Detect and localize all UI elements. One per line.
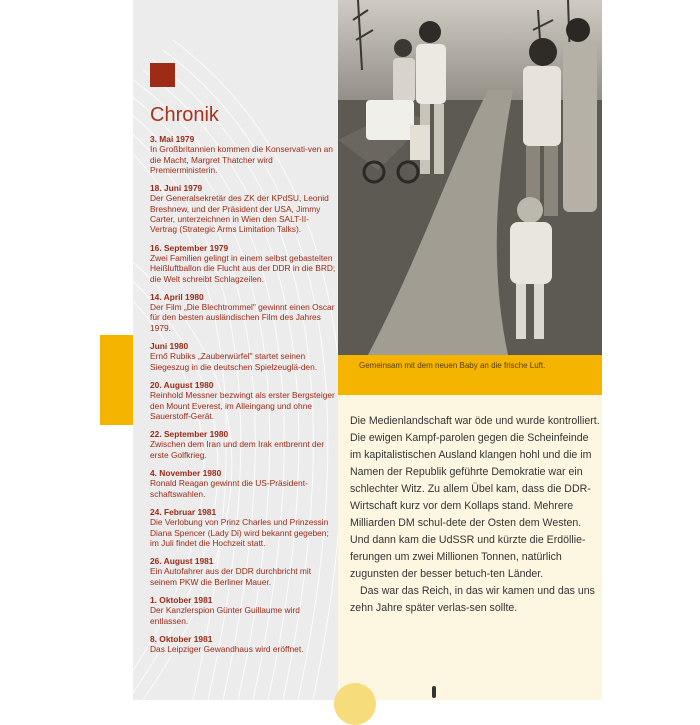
decorative-circle bbox=[334, 683, 376, 725]
event-text: Zwei Familien gelingt in einem selbst gebastelten Heißluftballon die Flucht aus der DDR in die BRD; die Welt schreibt Schlagzeilen. bbox=[150, 252, 336, 284]
event-date: 24. Februar 1981 bbox=[150, 506, 217, 517]
family-photo-illustration bbox=[338, 0, 602, 355]
orange-accent-bar bbox=[100, 335, 133, 425]
event-date: 26. August 1981 bbox=[150, 556, 214, 567]
chronik-event bbox=[150, 507, 336, 548]
event-date: 14. April 1980 bbox=[150, 291, 204, 302]
article-body bbox=[350, 413, 600, 617]
chronik-event-list bbox=[150, 134, 336, 662]
chronik-event bbox=[150, 468, 336, 499]
event-text: Der Kanzlerspion Günter Guillaume wird entlassen. bbox=[150, 605, 300, 626]
event-text: Ein Autofahrer aus der DDR durchbricht mit seinem PKW die Berliner Mauer. bbox=[150, 566, 312, 587]
event-text: Das Leipziger Gewandhaus wird eröffnet. bbox=[150, 644, 304, 655]
event-text: Die Verlobung von Prinz Charles und Prinzessin Diana Spencer (Lady Di) wird bekannt gegeben; im Juli findet die Hochzeit statt. bbox=[150, 517, 329, 548]
chronik-event bbox=[150, 341, 336, 372]
chronik-event bbox=[150, 183, 336, 234]
event-date: Juni 1980 bbox=[150, 341, 189, 352]
event-text: In Großbritannien kommen die Konservati-ven an die Macht, Margret Thatcher wird Premierministerin. bbox=[150, 144, 333, 175]
chronik-event bbox=[150, 634, 336, 655]
event-date: 8. Oktober 1981 bbox=[150, 633, 213, 644]
event-text: Ernő Rubiks „Zauberwürfel" startet seinen Siegeszug in die deutschen Spielzeuglä-den. bbox=[150, 351, 318, 372]
chronik-event bbox=[150, 595, 336, 626]
chronik-event bbox=[150, 134, 336, 175]
chronik-event bbox=[150, 429, 336, 460]
event-date: 22. September 1980 bbox=[150, 429, 229, 440]
chronik-event bbox=[150, 380, 336, 421]
event-date: 16. September 1979 bbox=[150, 242, 229, 253]
family-photo bbox=[338, 0, 602, 355]
event-text: Der Film „Die Blechtrommel" gewinnt einen Oscar für den besten ausländischen Film des Jahres 1979. bbox=[150, 302, 335, 333]
decorative-figure bbox=[432, 686, 436, 698]
event-text: Zwischen dem Iran und dem Irak entbrennt der erste Golfkrieg. bbox=[150, 439, 325, 460]
event-text: Der Generalsekretär des ZK der KPdSU, Leonid Breshnew, und der Präsident der USA, Jimmy Carter, unterzeichnen in Wien den SALT-II-Vertrag (Strategic Arms Limitation Talks). bbox=[150, 193, 329, 235]
photo-caption: Gemeinsam mit dem neuen Baby an die frische Luft. bbox=[359, 361, 546, 370]
article-paragraph: Die Medienlandschaft war öde und wurde kontrolliert. Die ewigen Kampf-parolen gegen die Scheinfeinde im kapitalistischen Ausland klangen hohl und die im Namen der Republik geführte Demokratie war ein schlechter Witz. Zu allem Übel kam, dass die DDR-Wirtschaft kurz vor dem Kollaps stand. Mehrere Milliarden DM schul-dete der Osten dem Westen. Und dann kam die UdSSR und kürzte die Erdöllie-ferungen um zwei Millionen Tonnen, natürlich zugunsten der besser betuch-ten Länder. bbox=[350, 415, 600, 580]
chronik-event bbox=[150, 243, 336, 284]
event-date: 1. Oktober 1981 bbox=[150, 594, 213, 605]
event-text: Ronald Reagan gewinnt die US-Präsident-schaftswahlen. bbox=[150, 478, 308, 499]
event-date: 18. Juni 1979 bbox=[150, 183, 203, 194]
event-text: Reinhold Messner bezwingt als erster Bergsteiger den Mount Everest, im Alleingang und ohne Sauerstoff-Gerät. bbox=[150, 390, 335, 421]
event-date: 3. Mai 1979 bbox=[150, 134, 195, 144]
chronik-event bbox=[150, 292, 336, 333]
article-paragraph: Das war das Reich, in das wir kamen und das uns zehn Jahre später verlas-sen sollte. bbox=[350, 585, 595, 614]
red-marker-square bbox=[150, 63, 175, 87]
event-date: 20. August 1980 bbox=[150, 379, 214, 390]
sidebar-title: Chronik bbox=[150, 104, 219, 126]
chronik-event bbox=[150, 556, 336, 587]
event-date: 4. November 1980 bbox=[150, 468, 222, 479]
